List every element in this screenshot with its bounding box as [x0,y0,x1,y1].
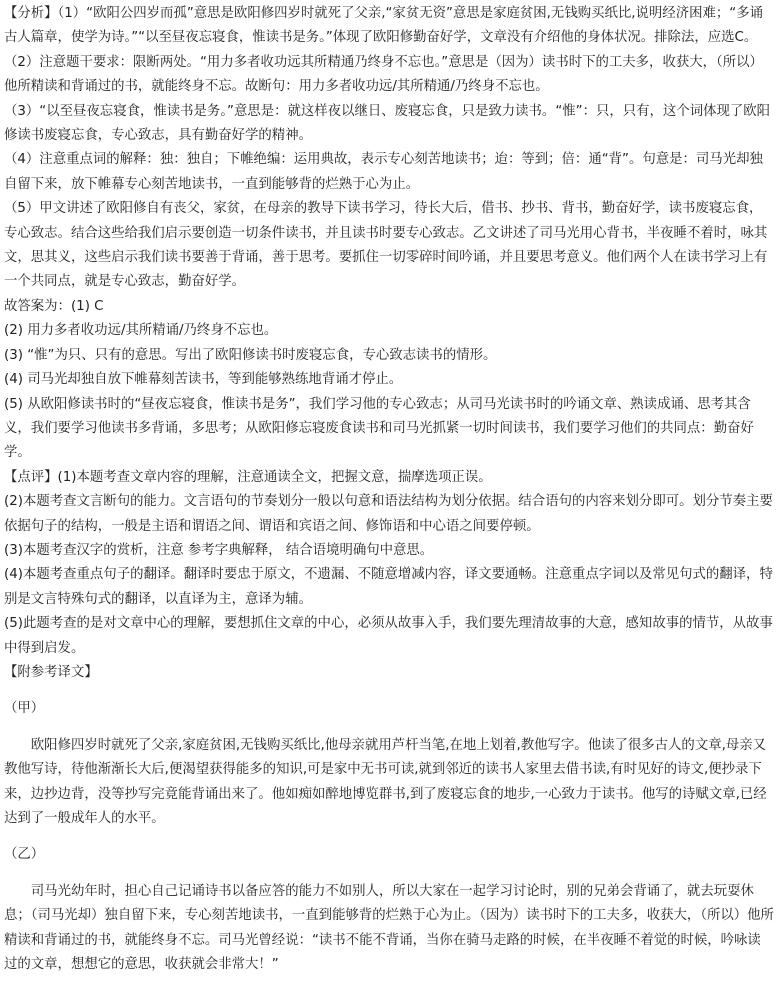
translation-heading: 【附参考译文】 [4,664,98,680]
analysis-paragraph-1: 【分析】（1）“欧阳公四岁而孤”意思是欧阳修四岁时就死了父亲,“家贫无资”意思是家庭贫困,无钱购买纸比,说明经济困难；“多诵古人篇章，使学为诗。”“以至昼夜忘寝食，惟读书是务。”体现了欧阳修勤奋好学，文章没有介绍他的身体状况。排除法，应选C。 [4,6,763,46]
spacer [4,831,774,843]
translation-jia-label: （甲） [4,701,45,717]
answer-line-1: 故答案为：(1) C [4,298,104,314]
comment-line-5: (5)此题考查的是对文章中心的理解，要想抓住文章的中心，必须从故事入手，我们要先理清故事的大意，感知故事的情节，从故事中得到启发。 [4,616,773,656]
answer-line-4: (4) 司马光却独自放下帷幕刻苦读书，等到能够熟练地背诵才停止。 [4,372,403,388]
answer-line-2: (2) 用力多者收功远/其所精诵/乃终身不忘也。 [4,323,278,339]
analysis-paragraph-5: （5）甲文讲述了欧阳修自有丧父，家贫，在母亲的教导下读书学习，待长大后，借书、抄书、背书，勤奋好学，读书废寝忘食，专心致志。结合这些给我们启示要创造一切条件读书，并且读书时要专心致志。乙文讲述了司马光用心背书，半夜睡不着时，咏其文，思其义，这些启示我们读书要善于背诵，善于思考。要抓住一切零碎时间吟诵，并且要思考意义。他们两个人在读书学习上有一个共同点，就是专心致志，勤奋好学。 [4,201,768,290]
spacer [4,868,774,880]
answer-line-5: (5) 从欧阳修读书时的“昼夜忘寝食，惟读书是务”，我们学习他的专心致志；从司马光读书时的吟诵文章、熟读成诵、思考其含义，我们要学习他读书多背诵，多思考；从欧阳修忘寝废食读书和司马光抓紧一切时间读书，我们要学习他们的共同点：勤奋好学。 [4,396,754,461]
comment-line-4: (4)本题考查重点句子的翻译。翻译时要忠于原文，不遗漏、不随意增减内容，译文要通畅。注意重点字词以及常见句式的翻译，特别是文言特殊句式的翻译，以直译为主，意译为辅。 [4,567,773,607]
translation-yi-text: 司马光幼年时，担心自己记诵诗书以备应答的能力不如别人，所以大家在一起学习讨论时，别的兄弟会背诵了，就去玩耍休息；（司马光却）独自留下来，专心刻苦地读书，一直到能够背的烂熟于心为止。（因为）读书时下的工夫多，收获大，（所以）他所精读和背诵过的书，就能终身不忘。司马光曾经说：“读书不能不背诵，当你在骑马走路的时候，在半夜睡不着觉的时候，吟咏读过的文章，想想它的意思，收获就会非常大！” [4,883,774,973]
comment-line-2: (2)本题考查文言断句的能力。文言语句的节奏划分一般以句意和语法结构为划分依据。结合语句的内容来划分即可。划分节奏主要依据句子的结构，一般是主语和谓语之间、谓语和宾语之间、修饰语和中心语之间要停顿。 [4,494,773,534]
translation-jia-text: 欧阳修四岁时就死了父亲,家庭贫困,无钱购买纸比,他母亲就用芦杆当笔,在地上划着,教他写字。他读了很多古人的文章,母亲又教他写诗，待他渐渐长大后,便渴望获得能多的知识,可是家中无书可读,就到邻近的读书人家里去借书读,有时见好的诗文,便抄录下来，边抄边背，没等抄写完竟能背诵出来了。他如痴如醉地博览群书,到了废寝忘食的地步,一心致力于读书。他写的诗赋文章,已经达到了一般成年人的水平。 [4,737,767,826]
analysis-paragraph-2: （2）注意题干要求：限断两处。“用力多者收功远其所精通乃终身不忘也。”意思是（因为）读书时下的工夫多，收获大，（所以）他所精读和背诵过的书，就能终身不忘。故断句：用力多者收功远/其所精通/乃终身不忘也。 [4,54,763,95]
comment-line-1: 【点评】(1)本题考查文章内容的理解，注意通读全文，把握文意，揣摩选项正误。 [4,469,492,485]
analysis-paragraph-4: （4）注意重点词的解释：独：独自；下帷绝编：运用典故，表示专心刻苦地读书；迨：等到；倍：通“背”。句意是：司马光却独自留下来，放下帷幕专心刻苦地读书，一直到能够背的烂熟于心为止。 [4,152,763,192]
answer-line-3: (3) “惟”为只、只有的意思。写出了欧阳修读书时废寝忘食，专心致志读书的情形。 [4,347,497,363]
analysis-paragraph-3: （3）“以至昼夜忘寝食，惟读书是务。”意思是：就这样夜以继日、废寝忘食，只是致力读书。“惟”：只，只有，这个词体现了欧阳修读书废寝忘食，专心致志，具有勤奋好学的精神。 [4,103,771,144]
translation-yi-label: （乙） [4,847,45,863]
spacer [4,685,774,697]
comment-line-3: (3)本题考查汉字的赏析，注意 参考字典解释， 结合语境明确句中意思。 [4,542,434,558]
spacer [4,722,774,734]
